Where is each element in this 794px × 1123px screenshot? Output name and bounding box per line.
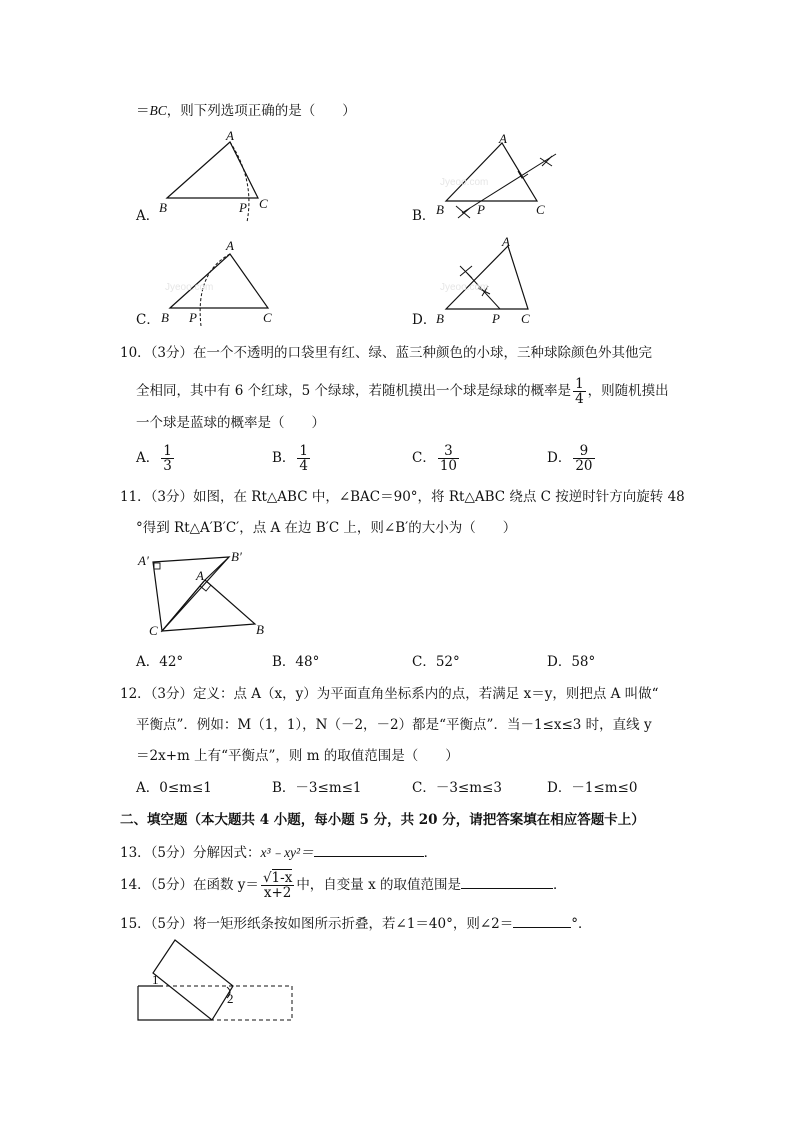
q9-option-b-label: B． [412, 208, 436, 224]
q9-a-label-a: A [226, 128, 234, 143]
q13: 13．（5分）分解因式：x³﹣xy²＝ ． [120, 842, 437, 863]
q11-label-a: A [196, 568, 204, 583]
q10-line2: 全相同，其中有 6 个红球，5 个绿球，若随机摸出一个球是绿球的概率是 $\frac{1}{4}$ ，则随机摸出 [136, 376, 669, 407]
q11-option-d: D．58° [547, 654, 596, 670]
q12-option-c: C．－3≤m≤3 [412, 780, 502, 796]
q9-b-label-p: P [477, 202, 485, 217]
q9-figure-a [155, 130, 285, 230]
sqrt-icon: √ [262, 870, 272, 886]
q9-a-label-p: P [239, 200, 247, 215]
q9-b-label-c: C [536, 202, 545, 217]
q9-d-label-c: C [521, 311, 530, 326]
q11-line2: °得到 Rt△A′B′C′，点 A 在边 B′C 上，则∠B′的大小为（ ） [136, 520, 517, 536]
q9-d-label-a: A [502, 234, 510, 249]
q15-figure [135, 938, 300, 1028]
q12-line1: 12．（3分）定义：点 A（x，y）为平面直角坐标系内的点，若满足 x＝y，则把点 A 叫做“ [120, 686, 659, 702]
q11-label-b: B [256, 622, 264, 637]
q9-figure-b [430, 130, 570, 230]
q9-c-label-c: C [263, 310, 272, 325]
q11-line1: 11．（3分）如图，在 Rt△ABC 中，∠BAC＝90°，将 Rt△ABC 绕点 C 按逆时针方向旋转 48 [120, 489, 685, 505]
q9-c-watermark: Jyeoo.com [165, 282, 214, 293]
q9-tail-var: BC [149, 103, 167, 118]
q12-line3: ＝2x+m 上有“平衡点”，则 m 的取值范围是（ ） [136, 748, 459, 764]
q9-b-label-b: B [436, 202, 444, 217]
q9-option-d-label: D． [412, 312, 437, 328]
q10-line3: 一个球是蓝球的概率是（ ） [136, 415, 325, 431]
q14-answer-blank[interactable] [461, 874, 553, 889]
q14: 14．（5分）在函数 y＝ $\frac{√1-x}{x+2}$ 中，自变量 x 的取值范围是 ． [120, 870, 567, 901]
q15-label-1: 1 [152, 972, 159, 987]
q12-option-d: D．－1≤m≤0 [547, 780, 638, 796]
q9-tail: ＝BC，则下列选项正确的是（ ） [136, 103, 356, 119]
q10-option-c: C． $\frac{3}{10}$ [412, 443, 458, 474]
q9-b-watermark: Jyeoo.com [440, 177, 489, 188]
q9-option-a-label: A． [136, 208, 160, 224]
q10-option-d: D． $\frac{9}{20}$ [547, 443, 593, 474]
q9-c-label-b: B [161, 310, 169, 325]
q9-c-label-a: A [226, 238, 234, 253]
q11-figure [135, 545, 285, 645]
q11-option-c: C．52° [412, 654, 460, 670]
q9-option-c-label: C． [136, 312, 160, 328]
q11-label-a1: A′ [138, 553, 149, 568]
q12-line2: 平衡点”．例如：M（1，1），N（－2，－2）都是“平衡点”．当－1≤x≤3 时，直线 y [136, 717, 652, 733]
q9-figure-d [430, 236, 570, 331]
q11-label-c: C [149, 623, 158, 638]
q15-answer-blank[interactable] [513, 913, 571, 928]
q9-figure-c [155, 238, 285, 328]
q9-a-label-c: C [259, 196, 268, 211]
q9-d-label-p: P [492, 311, 500, 326]
q10-line1: 10．（3分）在一个不透明的口袋里有红、绿、蓝三种颜色的小球，三种球除颜色外其他完 [120, 345, 653, 361]
q10-line2-fraction: $\frac{1}{4}$ [575, 376, 584, 407]
q11-option-a: A．42° [136, 654, 184, 670]
q12-option-b: B．－3≤m≤1 [272, 780, 362, 796]
q9-d-label-b: B [436, 311, 444, 326]
q13-answer-blank[interactable] [314, 842, 424, 857]
q9-c-label-p: P [189, 310, 197, 325]
q10-option-a: A． $\frac{1}{3}$ [136, 443, 172, 474]
q10-option-b: B． $\frac{1}{4}$ [272, 443, 309, 474]
section-2-title: 二、填空题（本大题共 4 小题，每小题 5 分，共 20 分，请把答案填在相应答题卡上） [120, 812, 645, 828]
q15-label-2: 2 [227, 991, 234, 1006]
q12-option-a: A．0≤m≤1 [136, 780, 212, 796]
q11-label-b1: B′ [231, 549, 242, 564]
q9-d-watermark: Jyeoo.com [440, 282, 489, 293]
q9-a-label-b: B [159, 200, 167, 215]
q15: 15．（5分）将一矩形纸条按如图所示折叠，若∠1＝40°，则∠2＝ °． [120, 913, 592, 934]
q9-b-label-a: A [499, 131, 507, 146]
q14-fraction: $\frac{√1-x}{x+2}$ [262, 870, 293, 901]
q11-option-b: B．48° [272, 654, 320, 670]
